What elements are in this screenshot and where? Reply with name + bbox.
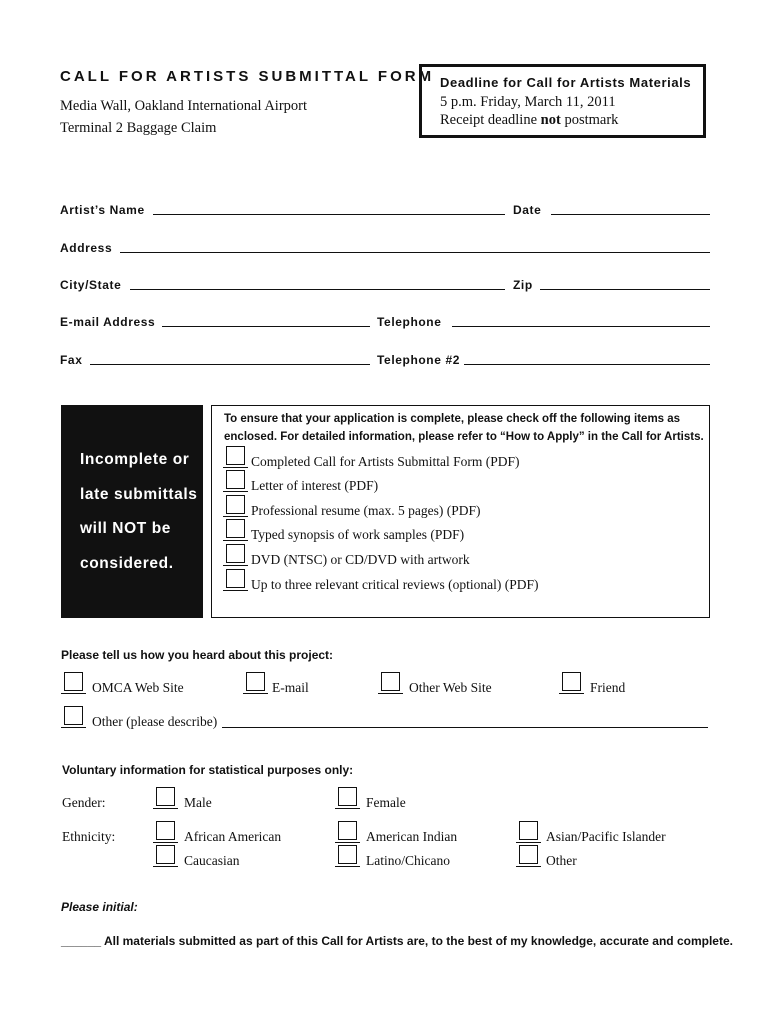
initial-heading: Please initial:: [61, 900, 138, 914]
gender-option: Male: [184, 795, 212, 810]
checkbox-letter[interactable]: [226, 470, 245, 489]
date-label: Date: [513, 203, 542, 217]
ethnicity-option: Asian/Pacific Islander: [546, 829, 666, 844]
checkbox-email[interactable]: [246, 672, 265, 691]
checklist-item: Professional resume (max. 5 pages) (PDF): [251, 503, 481, 518]
artist-name-field[interactable]: [153, 214, 505, 215]
ethnicity-label: Ethnicity:: [62, 829, 116, 844]
ethnicity-option: Latino/Chicano: [366, 853, 450, 868]
checkbox-other-web[interactable]: [381, 672, 400, 691]
ethnicity-option: African American: [184, 829, 282, 844]
ethnicity-option: American Indian: [366, 829, 458, 844]
checkbox-dvd[interactable]: [226, 544, 245, 563]
address-label: Address: [60, 241, 113, 255]
telephone2-field[interactable]: [464, 364, 710, 365]
checkbox-female[interactable]: [338, 787, 357, 806]
checkbox-friend[interactable]: [562, 672, 581, 691]
checklist-intro: [224, 410, 704, 446]
checkbox-american-indian[interactable]: [338, 821, 357, 840]
checkbox-male[interactable]: [156, 787, 175, 806]
fax-label: Fax: [60, 353, 83, 367]
warning-box: [61, 405, 203, 618]
deadline-date: 5 p.m. Friday, March 11, 2011: [440, 94, 616, 110]
checklist-intro-line-2: enclosed. For detailed information, please refer to “How to Apply” in the Call for Artists.: [224, 431, 704, 443]
checklist-item: DVD (NTSC) or CD/DVD with artwork: [251, 552, 470, 567]
heard-option: OMCA Web Site: [92, 680, 184, 695]
initial-statement-text: All materials submitted as part of this Call for Artists are, to the best of my knowledge, accurate and complete.: [103, 934, 733, 948]
checkbox-other-ethnicity[interactable]: [519, 845, 538, 864]
telephone2-label: Telephone #2: [377, 353, 460, 367]
city-state-label: City/State: [60, 278, 122, 292]
ethnicity-option: Caucasian: [184, 853, 240, 868]
email-label: E-mail Address: [60, 315, 156, 329]
checkbox-synopsis[interactable]: [226, 519, 245, 538]
warning-line-1: Incomplete or: [80, 451, 190, 468]
zip-field[interactable]: [540, 289, 710, 290]
location-line-2: Terminal 2 Baggage Claim: [60, 120, 217, 136]
warning-line-2: late submittals: [80, 485, 198, 503]
artist-name-label: Artist’s Name: [60, 203, 145, 217]
deadline-heading: Deadline for Call for Artists Materials: [440, 75, 692, 90]
checklist-item: Completed Call for Artists Submittal Form (PDF): [251, 454, 520, 469]
ethnicity-option: Other: [546, 853, 577, 868]
checklist-item: Letter of interest (PDF): [251, 478, 379, 493]
voluntary-heading: Voluntary information for statistical purposes only:: [62, 763, 354, 777]
heard-option: Friend: [590, 680, 626, 695]
telephone-label: Telephone: [377, 315, 442, 329]
telephone-field[interactable]: [452, 326, 710, 327]
heard-other-field[interactable]: [222, 727, 708, 728]
checkbox-caucasian[interactable]: [156, 845, 175, 864]
city-state-field[interactable]: [130, 289, 505, 290]
deadline-note: [440, 111, 703, 129]
date-field[interactable]: [551, 214, 710, 215]
fax-field[interactable]: [90, 364, 370, 365]
checkbox-submittal-form[interactable]: [226, 446, 245, 465]
form-title: CALL FOR ARTISTS SUBMITTAL FORM: [60, 68, 435, 85]
checklist-intro-line-1: To ensure that your application is complete, please check off the following items as: [224, 413, 681, 425]
checkbox-reviews[interactable]: [226, 569, 245, 588]
deadline-note-suffix: postmark: [560, 112, 619, 128]
address-field[interactable]: [120, 252, 710, 253]
gender-option: Female: [366, 795, 406, 810]
checkbox-latino[interactable]: [338, 845, 357, 864]
checklist-item: Up to three relevant critical reviews (optional) (PDF): [251, 577, 539, 592]
heard-option: Other Web Site: [409, 680, 492, 695]
checkbox-asian-pacific[interactable]: [519, 821, 538, 840]
deadline-note-prefix: Receipt deadline: [440, 112, 541, 128]
checkbox-resume[interactable]: [226, 495, 245, 514]
zip-label: Zip: [513, 278, 533, 292]
heard-heading: Please tell us how you heard about this project:: [61, 648, 334, 662]
checklist-item: Typed synopsis of work samples (PDF): [251, 527, 465, 542]
gender-label: Gender:: [62, 795, 106, 810]
deadline-box: [419, 64, 706, 138]
checkbox-other-describe[interactable]: [64, 706, 83, 725]
heard-other-label: Other (please describe): [92, 714, 218, 729]
deadline-note-bold: not: [540, 112, 561, 128]
warning-line-3: will NOT be: [80, 520, 171, 537]
location-line-1: Media Wall, Oakland International Airport: [60, 98, 308, 114]
heard-option: E-mail: [272, 680, 309, 695]
initial-blank[interactable]: ______: [61, 934, 102, 948]
checkbox-omca[interactable]: [64, 672, 83, 691]
email-field[interactable]: [162, 326, 370, 327]
checkbox-african-american[interactable]: [156, 821, 175, 840]
warning-line-4: considered.: [80, 554, 174, 572]
initial-statement: [61, 934, 733, 948]
